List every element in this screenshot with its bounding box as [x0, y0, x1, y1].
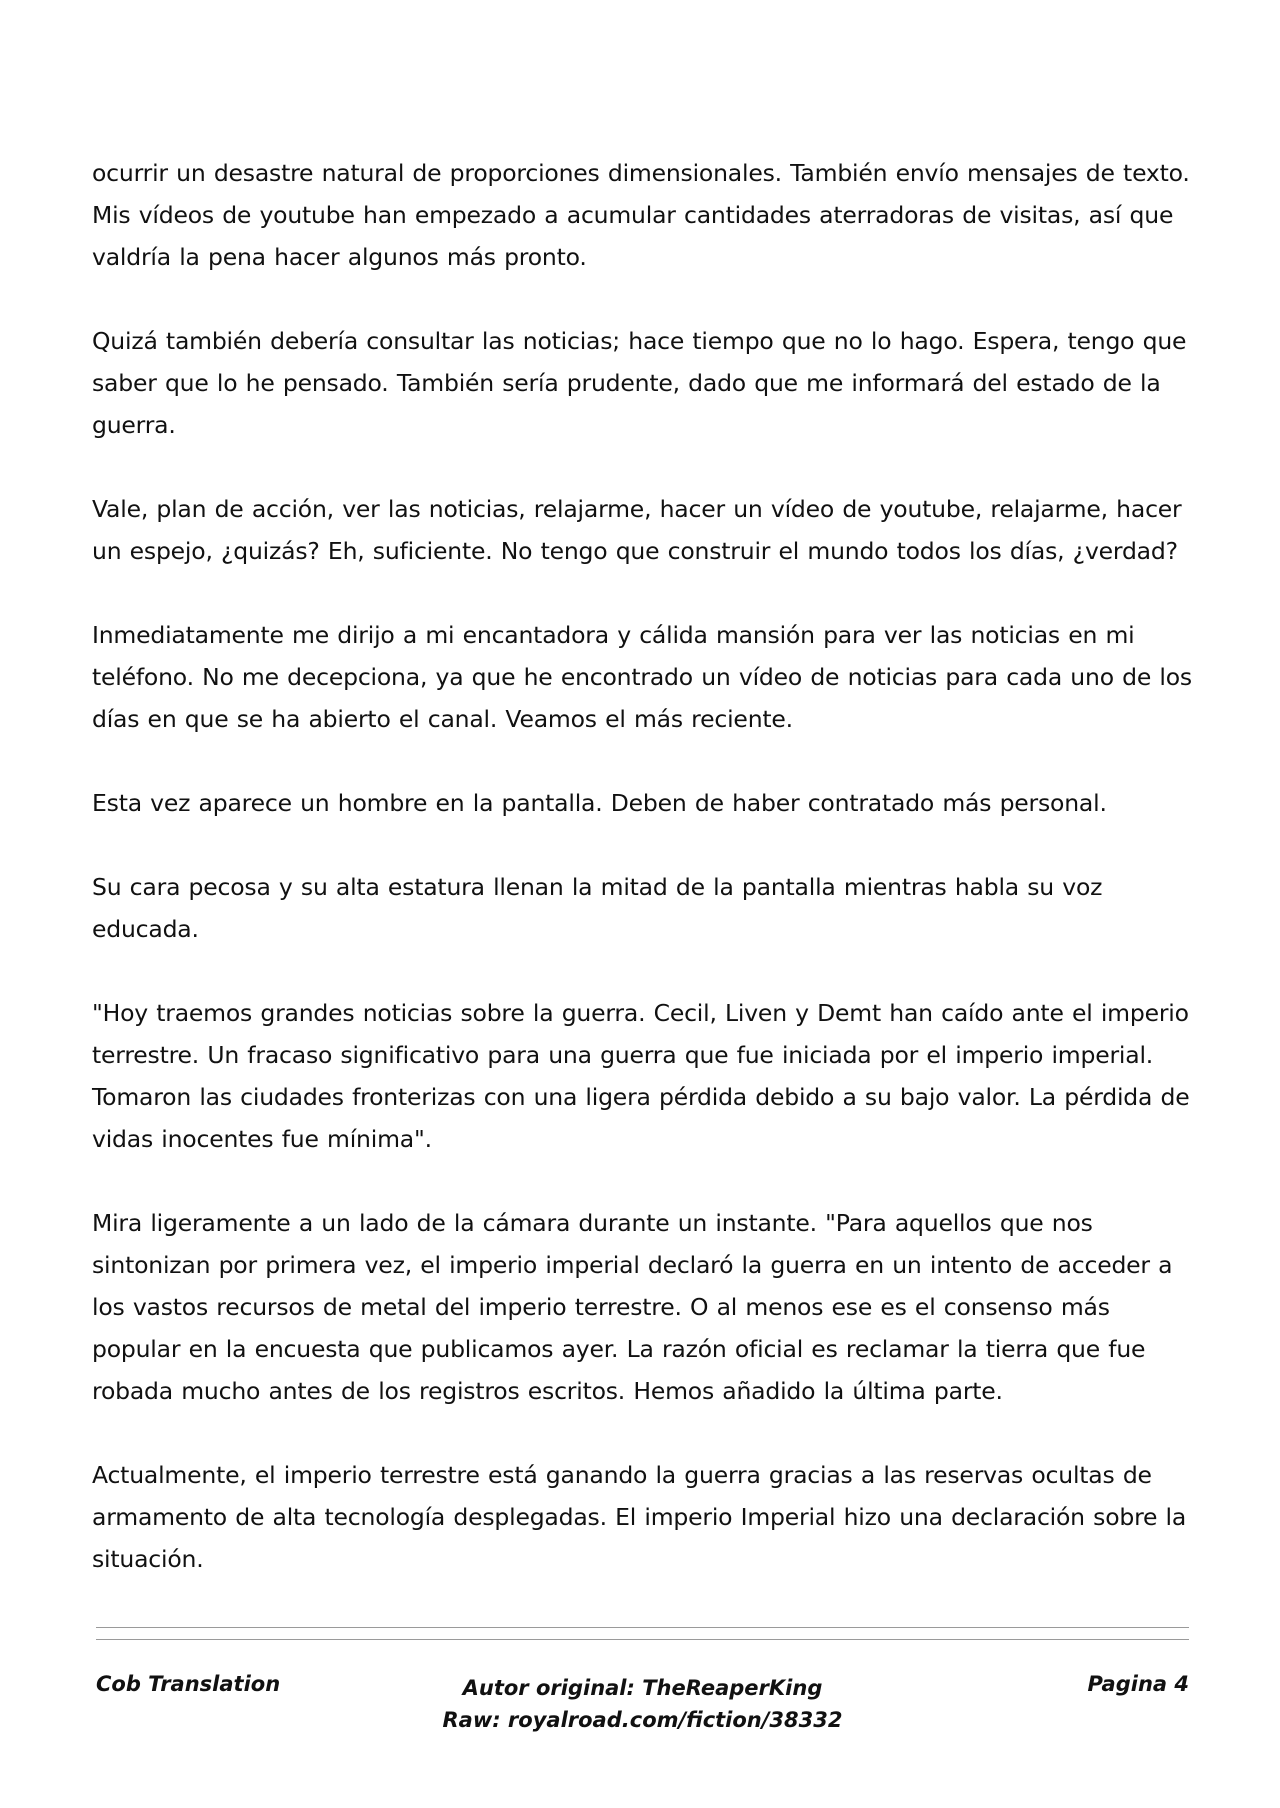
paragraph-4: Inmediatamente me dirijo a mi encantadora y cálida mansión para ver las noticias en mi teléfono. No me decepciona, ya que he encontrado un vídeo de noticias para cada uno de los días en que se ha abierto el canal. Veamos el más reciente.: [92, 621, 1192, 733]
paragraph-7: "Hoy traemos grandes noticias sobre la guerra. Cecil, Liven y Demt han caído ante el imperio terrestre. Un fracaso significativo para una guerra que fue iniciada por el imperio imperial. Tomaron las ciudades fronterizas con una ligera pérdida debido a su bajo valor. La pérdida de vidas inocentes fue mínima".: [92, 999, 1190, 1153]
paragraph-2: Quizá también debería consultar las noticias; hace tiempo que no lo hago. Espera, tengo que saber que lo he pensado. También sería prudente, dado que me informará del estado de la guerra.: [92, 327, 1187, 439]
page-body: [92, 152, 1192, 1622]
paragraph-5: Esta vez aparece un hombre en la pantalla. Deben de haber contratado más personal.: [92, 789, 1107, 817]
paragraph-9: Actualmente, el imperio terrestre está ganando la guerra gracias a las reservas ocultas de armamento de alta tecnología desplegadas. El imperio Imperial hizo una declaración sobre la situación.: [92, 1461, 1187, 1573]
page-footer: [96, 1672, 1189, 1762]
footer-divider-top: [96, 1627, 1189, 1628]
footer-translator: Cob Translation: [96, 1672, 281, 1696]
footer-page-number: Pagina 4: [1087, 1672, 1189, 1696]
footer-raw-source: Raw: royalroad.com/fiction/38332: [442, 1708, 843, 1732]
footer-credits: [96, 1672, 1189, 1736]
paragraph-1: ocurrir un desastre natural de proporciones dimensionales. También envío mensajes de texto. Mis vídeos de youtube han empezado a acumular cantidades aterradoras de visitas, así que valdría la pena hacer algunos más pronto.: [92, 159, 1190, 271]
footer-author: Autor original: TheReaperKing: [462, 1676, 823, 1700]
paragraph-6: Su cara pecosa y su alta estatura llenan la mitad de la pantalla mientras habla su voz educada.: [92, 873, 1103, 943]
footer-divider-bottom: [96, 1639, 1189, 1640]
paragraph-3: Vale, plan de acción, ver las noticias, relajarme, hacer un vídeo de youtube, relajarme, hacer un espejo, ¿quizás? Eh, suficiente. No tengo que construir el mundo todos los días, ¿verdad?: [92, 495, 1182, 565]
paragraph-8: Mira ligeramente a un lado de la cámara durante un instante. "Para aquellos que nos sintonizan por primera vez, el imperio imperial declaró la guerra en un intento de acceder a los vastos recursos de metal del imperio terrestre. O al menos ese es el consenso más popular en la encuesta que publicamos ayer. La razón oficial es reclamar la tierra que fue robada mucho antes de los registros escritos. Hemos añadido la última parte.: [92, 1209, 1173, 1405]
